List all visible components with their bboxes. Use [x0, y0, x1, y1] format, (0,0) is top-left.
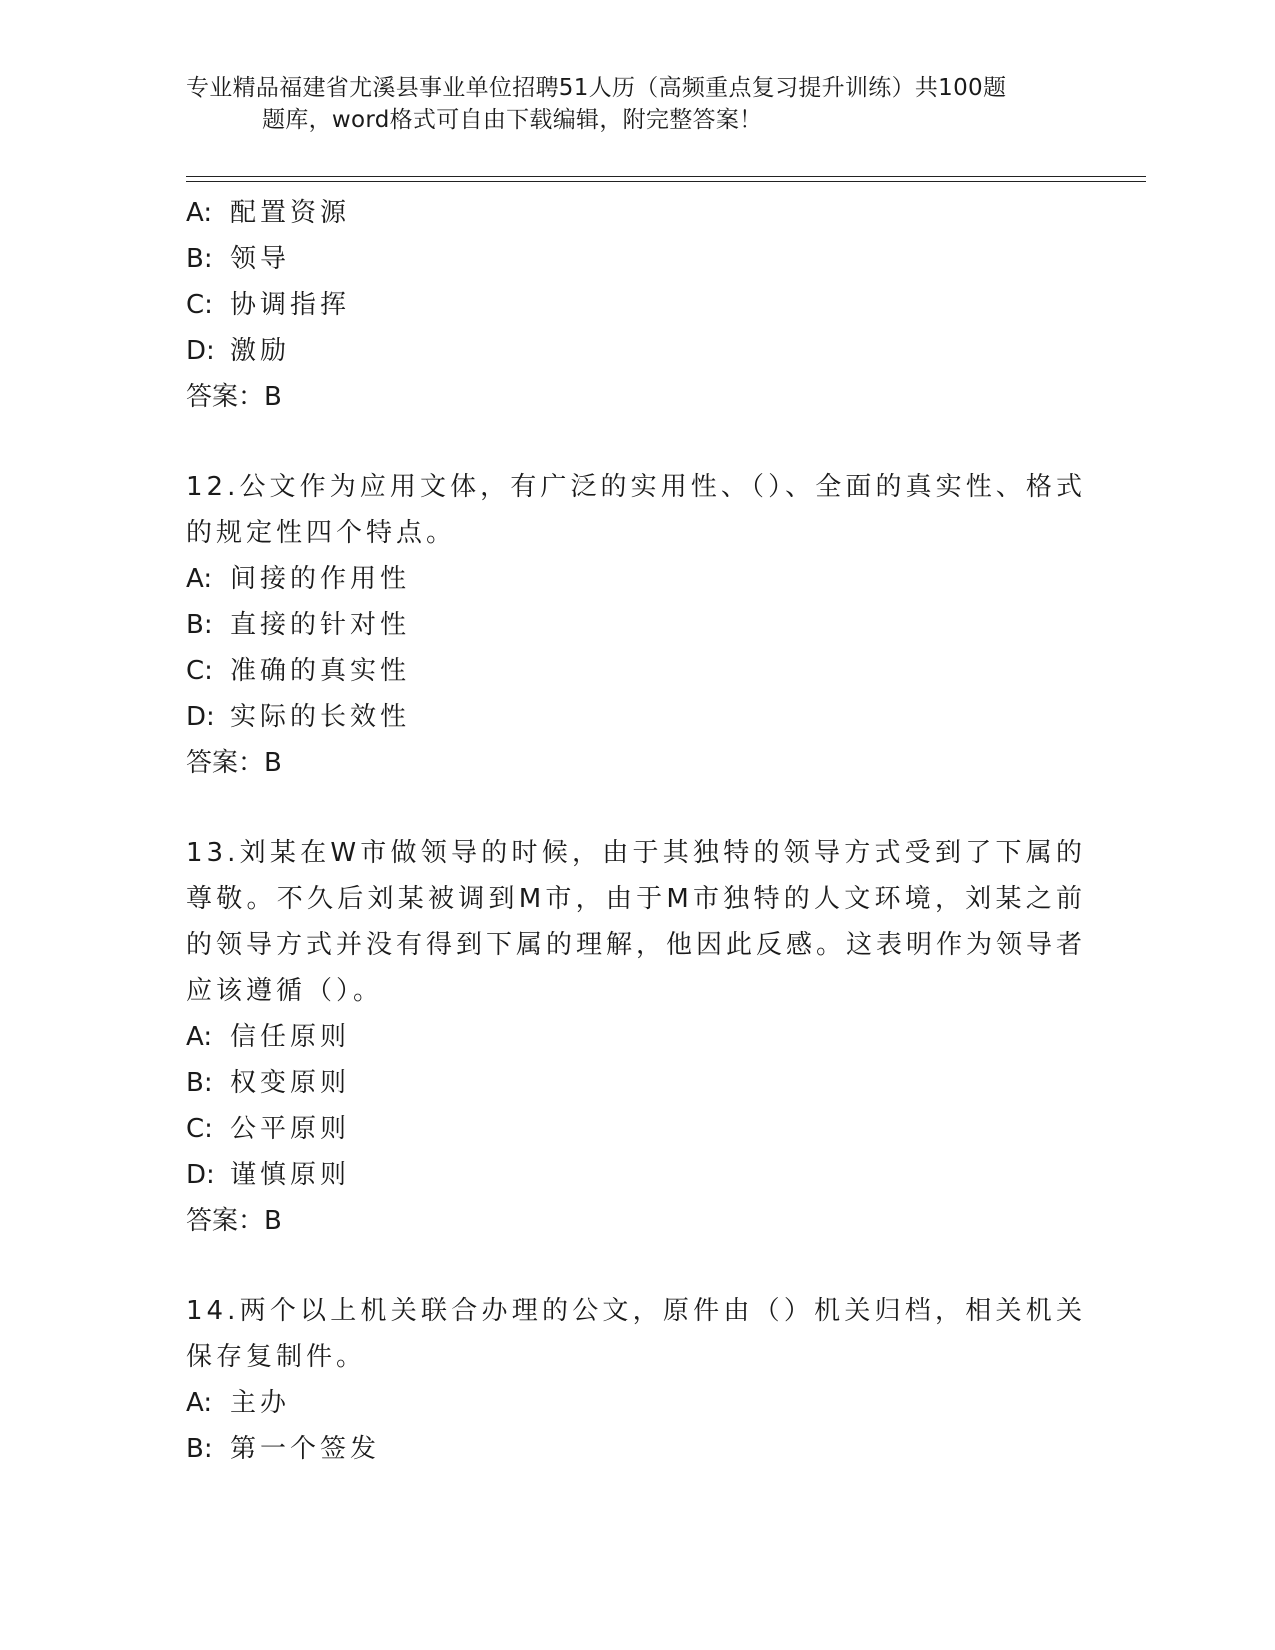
answer: 答案：B	[186, 382, 282, 412]
question-11	[186, 190, 1086, 420]
option-d: D: 谨慎原则	[186, 1160, 351, 1190]
question-stem: 13.刘某在W市做领导的时候，由于其独特的领导方式受到了下属的尊敬。不久后刘某被调到M市，由于M市独特的人文环境，刘某之前的领导方式并没有得到下属的理解，他因此反感。这表明作为领导者应该遵循（）。	[186, 838, 1087, 1006]
header-line-1: 专业精品福建省尤溪县事业单位招聘51人历（高频重点复习提升训练）共100题	[186, 75, 1007, 101]
option-a: A: 间接的作用性	[186, 564, 411, 594]
question-14	[186, 1288, 1086, 1472]
option-c: C: 准确的真实性	[186, 656, 411, 686]
header-rule-top	[186, 176, 1146, 177]
document-header	[186, 72, 1066, 136]
question-content	[186, 190, 1086, 1472]
option-a: A: 配置资源	[186, 198, 351, 228]
option-a: A: 主办	[186, 1388, 291, 1418]
option-a: A: 信任原则	[186, 1022, 351, 1052]
question-13	[186, 830, 1086, 1244]
header-line-2: 题库，word格式可自由下载编辑，附完整答案！	[262, 107, 763, 133]
option-c: C: 协调指挥	[186, 290, 351, 320]
option-d: D: 激励	[186, 336, 291, 366]
answer: 答案：B	[186, 748, 282, 778]
option-b: B: 领导	[186, 244, 291, 274]
question-12	[186, 464, 1086, 786]
header-rule-bottom	[186, 181, 1146, 182]
question-stem: 12.公文作为应用文体，有广泛的实用性、（）、全面的真实性、格式的规定性四个特点。	[186, 472, 1086, 548]
option-c: C: 公平原则	[186, 1114, 351, 1144]
answer: 答案：B	[186, 1206, 282, 1236]
question-stem: 14.两个以上机关联合办理的公文，原件由（）机关归档，相关机关保存复制件。	[186, 1296, 1086, 1372]
option-b: B: 第一个签发	[186, 1434, 381, 1464]
option-d: D: 实际的长效性	[186, 702, 411, 732]
option-b: B: 直接的针对性	[186, 610, 411, 640]
option-b: B: 权变原则	[186, 1068, 351, 1098]
